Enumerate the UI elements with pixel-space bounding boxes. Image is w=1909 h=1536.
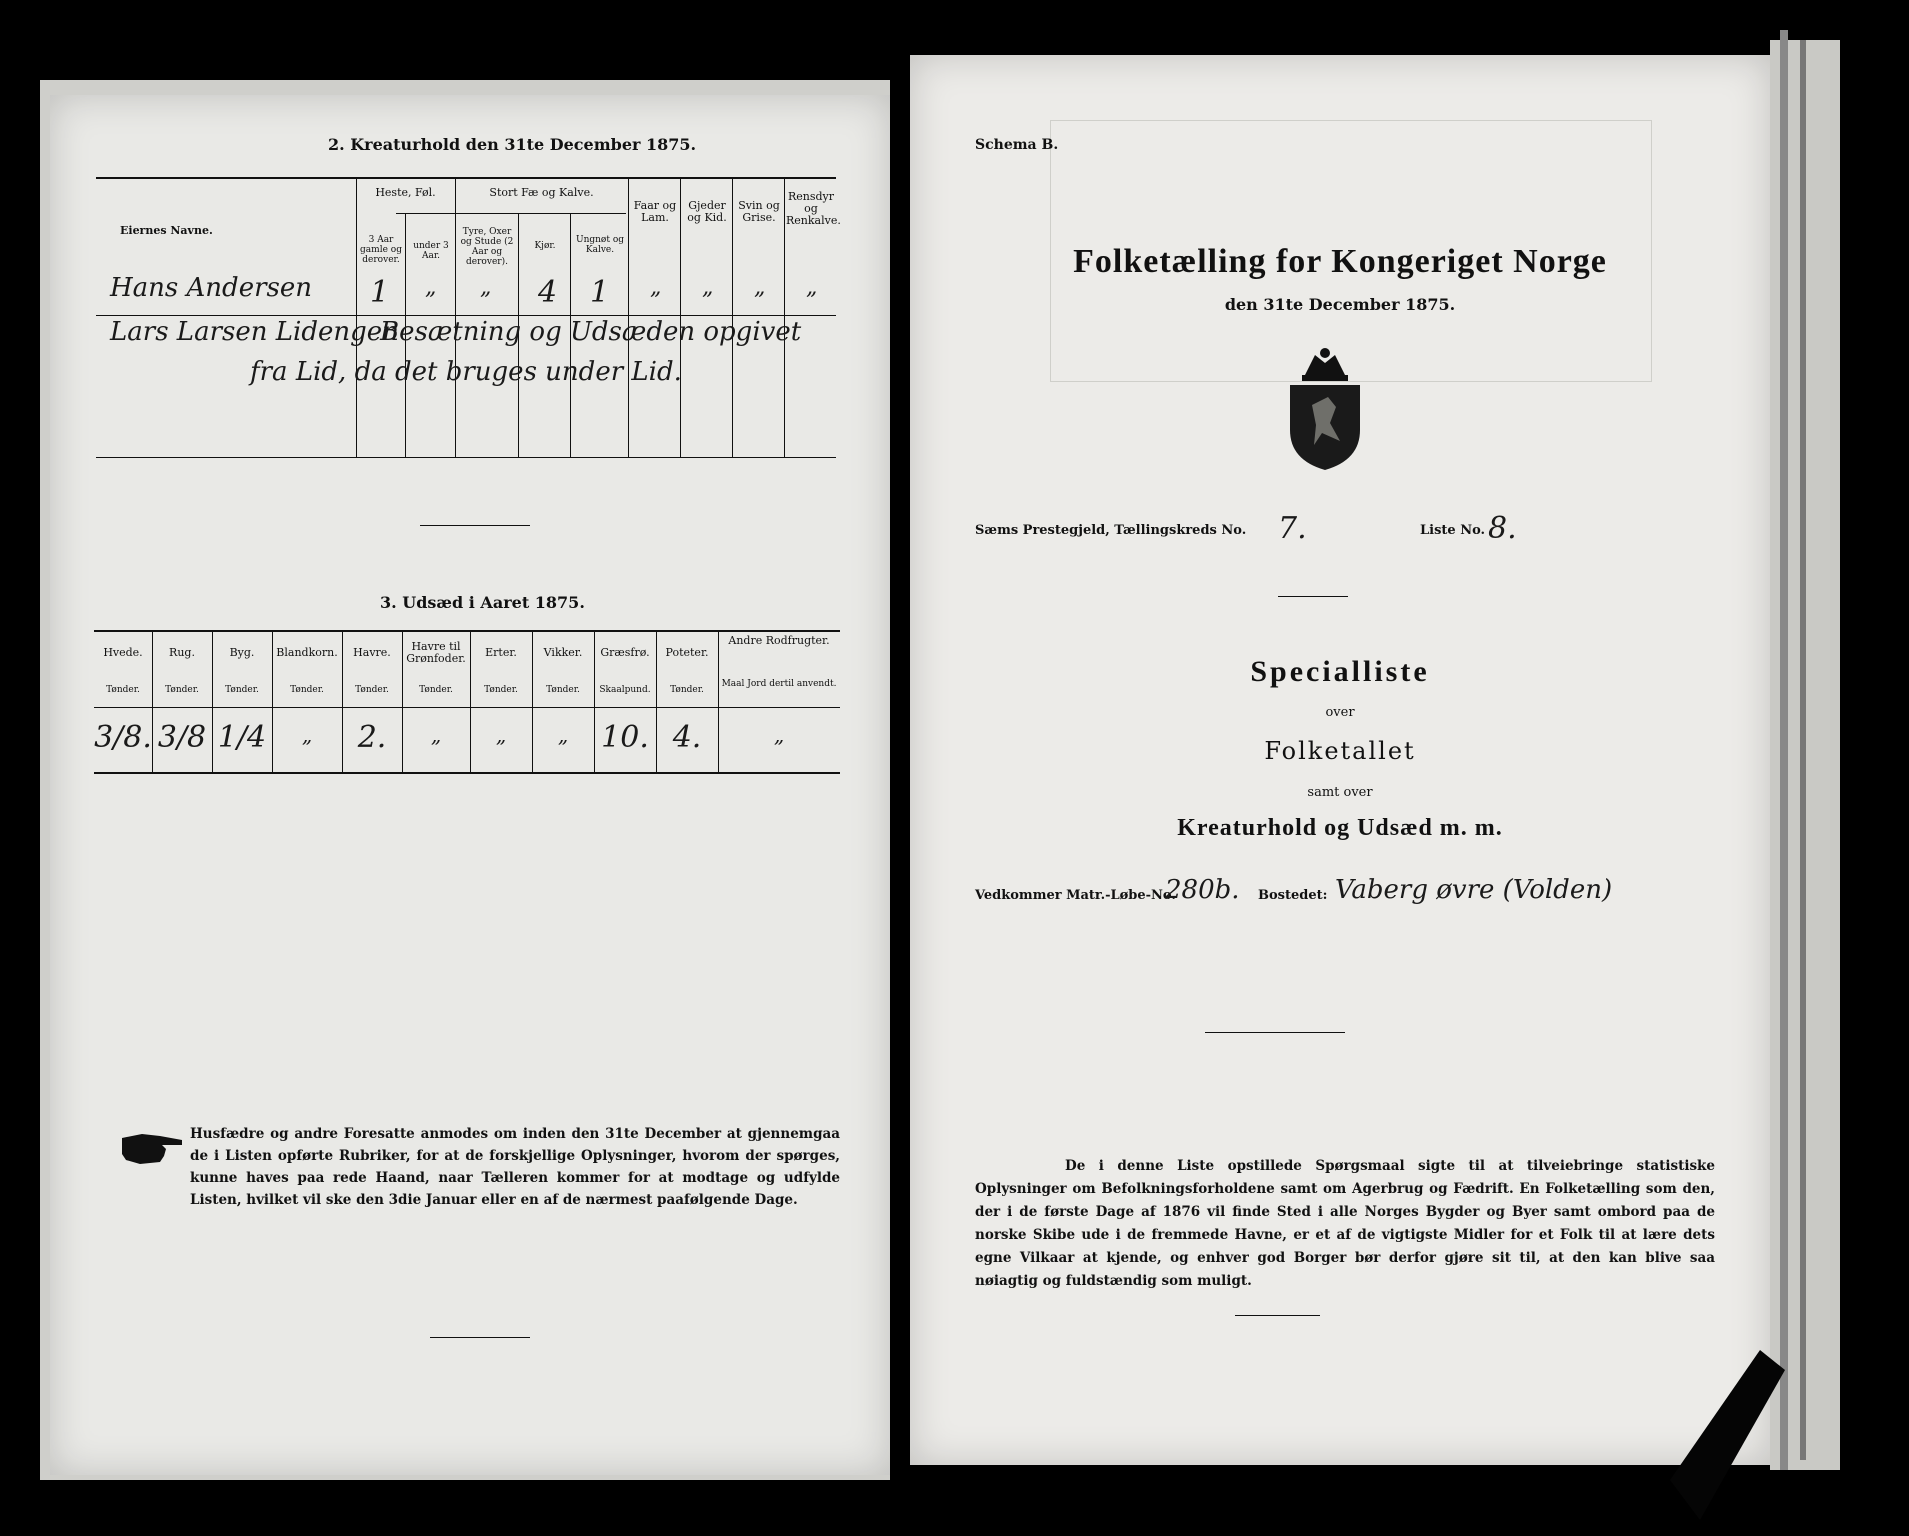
section-2-title: 2. Kreaturhold den 31te December 1875. <box>328 135 697 154</box>
seed-head-vikker: Vikker. <box>543 646 583 659</box>
seed-val-erter: „ <box>495 723 507 747</box>
seed-unit-blandkorn: Tønder. <box>290 685 324 695</box>
col-cows: Kjør. <box>534 241 556 251</box>
col-young-cattle: Ungnøt og Kalve. <box>575 235 624 255</box>
liste-label: Liste No. <box>1420 523 1486 538</box>
seed-unit-vikker: Tønder. <box>546 685 580 695</box>
handwritten-note-line2: fra Lid, da det bruges under Lid. <box>250 357 682 387</box>
seed-val-poteter: 4. <box>672 720 702 755</box>
divider <box>430 1337 530 1338</box>
handwritten-name-lars: Lars Larsen Lidengen <box>110 317 399 347</box>
seed-val-byg: 1/4 <box>217 720 267 755</box>
seed-unit-andre: Maal Jord dertil anvendt. <box>721 679 837 689</box>
specialliste-heading: Specialliste <box>1250 655 1430 688</box>
seed-head-andre: Andre Rodfrugter. <box>728 634 830 647</box>
seed-val-havre: 2. <box>357 720 387 755</box>
seed-val-graesfro: 10. <box>601 720 649 755</box>
seed-head-poteter: Poteter. <box>665 646 709 659</box>
cell-young-cattle: 1 <box>590 275 610 310</box>
seed-head-havre: Havre. <box>353 646 391 659</box>
seed-val-rug: 3/8 <box>157 720 207 755</box>
binding-strip <box>1640 1330 1790 1530</box>
section-3-title: 3. Udsæd i Aaret 1875. <box>380 593 585 612</box>
seed-unit-havre-gronfoder: Tønder. <box>419 685 453 695</box>
matr-label: Vedkommer Matr.-Løbe-No. <box>975 888 1176 903</box>
divider <box>1205 1032 1345 1033</box>
col-goats: Gjeder og Kid. <box>687 199 727 224</box>
over-text: over <box>1325 705 1355 720</box>
seed-val-hvede: 3/8. <box>94 720 152 755</box>
seed-unit-erter: Tønder. <box>484 685 518 695</box>
col-reindeer: Rensdyr og Renkalve. <box>786 190 841 227</box>
seed-unit-graesfro: Skaalpund. <box>599 685 651 695</box>
owner-name-entry: Hans Andersen <box>110 273 312 303</box>
seed-val-blandkorn: „ <box>301 723 313 747</box>
seed-head-hvede: Hvede. <box>103 646 143 659</box>
col-horses-young: under 3 Aar. <box>413 241 449 261</box>
seed-unit-poteter: Tønder. <box>670 685 704 695</box>
col-bulls-oxen: Tyre, Oxer og Stude (2 Aar og derover). <box>460 227 514 267</box>
cell-bulls-oxen: „ <box>480 275 492 300</box>
right-page <box>910 55 1770 1465</box>
bostedet-label: Bostedet: <box>1258 888 1328 903</box>
col-owner-names: Eiernes Navne. <box>120 224 213 237</box>
cell-pigs: „ <box>754 275 766 300</box>
main-subtitle: den 31te December 1875. <box>1224 295 1456 314</box>
cell-horses-young: „ <box>425 275 437 300</box>
samt-over-text: samt over <box>1307 785 1373 800</box>
seed-unit-havre: Tønder. <box>355 685 389 695</box>
matr-no: 280b. <box>1165 875 1240 905</box>
left-page <box>50 95 890 1475</box>
divider <box>420 525 530 526</box>
sheet-edge-line <box>1780 30 1788 1470</box>
seed-val-havre-gronfoder: „ <box>430 723 442 747</box>
schema-label: Schema B. <box>975 137 1059 153</box>
main-title: Folketælling for Kongeriget Norge <box>1073 243 1607 280</box>
col-cattle: Stort Fæ og Kalve. <box>489 186 594 199</box>
cell-cows: 4 <box>538 275 558 310</box>
cell-reindeer: „ <box>806 275 818 300</box>
col-pigs: Svin og Grise. <box>738 199 780 224</box>
seed-head-havre-gronfoder: Havre til Grønfoder. <box>406 640 466 665</box>
coat-of-arms-icon <box>1270 345 1380 475</box>
divider <box>1235 1315 1320 1316</box>
seed-head-blandkorn: Blandkorn. <box>276 646 338 659</box>
kreaturhold-heading: Kreaturhold og Udsæd m. m. <box>1177 815 1503 841</box>
sheet-edge-line <box>1800 40 1806 1460</box>
cell-sheep: „ <box>650 275 662 300</box>
prestegjeld-label: Sæms Prestegjeld, Tællingskreds No. <box>975 523 1247 538</box>
col-horses: Heste, Føl. <box>375 186 436 199</box>
seed-head-byg: Byg. <box>229 646 255 659</box>
col-horses-adult: 3 Aar gamle og derover. <box>360 235 402 265</box>
tellingskreds-no: 7. <box>1278 511 1307 546</box>
folketallet-heading: Folketallet <box>1264 737 1416 765</box>
bostedet-value: Vaberg øvre (Volden) <box>1335 875 1613 905</box>
seed-unit-hvede: Tønder. <box>106 685 140 695</box>
seed-head-rug: Rug. <box>169 646 195 659</box>
seed-unit-rug: Tønder. <box>165 685 199 695</box>
col-sheep: Faar og Lam. <box>633 199 677 224</box>
seed-head-graesfro: Græsfrø. <box>600 646 650 659</box>
cell-horses-adult: 1 <box>370 275 390 310</box>
notice-text: Husfædre og andre Foresatte anmodes om inden den 31te December at gjennemgaa de i Listen opførte Rubriker, for at de forskjellige Oplysninger, hvorom der spørges, kunne haves paa rede Haand, naar Tælleren kommer for at modtage og udfylde Listen, hvilket vil ske den 3die Januar eller en af de nærmest paafølgende Dage. <box>190 1126 840 1208</box>
handwritten-note-line1: Besætning og Udsæden opgivet <box>380 317 802 347</box>
cell-goats: „ <box>702 275 714 300</box>
seed-unit-byg: Tønder. <box>225 685 259 695</box>
liste-no: 8. <box>1488 511 1517 546</box>
footer-text: De i denne Liste opstillede Spørgsmaal sigte til at tilveiebringe statistiske Oplysninger om Befolkningsforholdene samt om Agerbrug og Fædrift. En Folketælling som den, der i de første Dage af 1876 vil finde Sted i alle Norges Bygder og Byer samt ombord paa de norske Skibe ude i de fremmede Havne, er et af de vigtigste Midler for et Folk til at lære dets egne Vilkaar at kjende, og enhver god Borger bør derfor gjøre sit til, at den kan blive saa nøiagtig og fuldstændig som muligt. <box>975 1158 1715 1289</box>
divider <box>1278 596 1348 597</box>
seed-val-vikker: „ <box>557 723 569 747</box>
pointing-hand-icon <box>120 1130 184 1166</box>
seed-head-erter: Erter. <box>485 646 517 659</box>
seed-val-andre: „ <box>773 723 785 747</box>
